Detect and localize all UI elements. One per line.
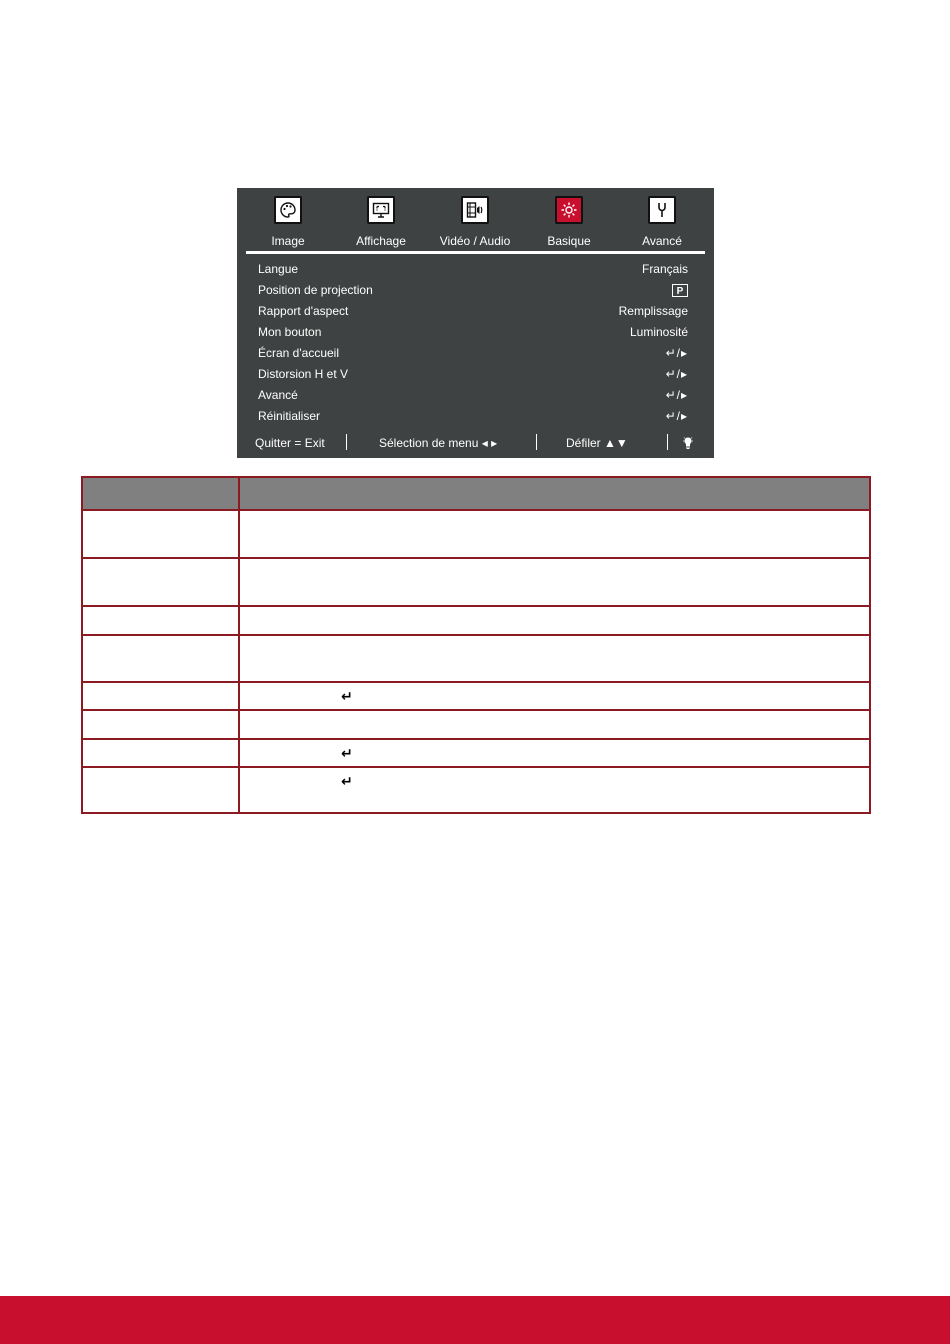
tab-divider — [246, 251, 705, 254]
enter-arrow-icon: ↵/▸ — [665, 346, 688, 360]
menu-row-ecran-accueil[interactable] — [237, 343, 714, 364]
menu-row-reinitialiser[interactable] — [237, 406, 714, 427]
menu-row-rapport-aspect[interactable] — [237, 301, 714, 322]
menu-row-label: Rapport d'aspect — [258, 304, 349, 318]
osd-help-bar — [237, 434, 714, 452]
table-cell — [239, 558, 870, 606]
table-cell — [239, 767, 870, 813]
table-cell — [239, 739, 870, 767]
film-speaker-icon — [461, 196, 489, 224]
table-row — [82, 682, 870, 710]
page-footer-bar — [0, 1296, 950, 1344]
menu-row-value: Remplissage — [618, 304, 688, 318]
display-screen-icon — [367, 196, 395, 224]
table-cell — [82, 682, 239, 710]
table-cell — [82, 767, 239, 813]
tab-video-audio-label: Vidéo / Audio — [439, 234, 511, 248]
table-cell — [82, 710, 239, 739]
tab-avance-label: Avancé — [642, 234, 682, 248]
menu-row-label: Position de projection — [258, 283, 373, 297]
menu-row-value: Français — [641, 262, 688, 276]
help-separator — [536, 434, 537, 450]
enter-arrow-icon: ↵/▸ — [665, 367, 688, 381]
table-header-row — [82, 477, 870, 510]
table-row — [82, 739, 870, 767]
table-cell — [239, 510, 870, 558]
tab-video-audio[interactable] — [427, 188, 523, 248]
menu-row-avance[interactable] — [237, 385, 714, 406]
enter-key-icon: ↵ — [341, 773, 353, 789]
menu-row-value: Luminosité — [629, 325, 688, 339]
menu-row-label: Réinitialiser — [258, 409, 321, 423]
menu-row-label: Distorsion H et V — [258, 367, 349, 381]
tab-affichage[interactable] — [333, 188, 429, 248]
osd-menu — [237, 188, 714, 458]
table-cell — [239, 635, 870, 682]
menu-row-label: Avancé — [258, 388, 298, 402]
table-cell — [239, 606, 870, 635]
menu-row-distorsion[interactable] — [237, 364, 714, 385]
table-row — [82, 606, 870, 635]
tab-basique[interactable] — [521, 188, 617, 248]
help-menu-select: Sélection de menu ◂ ▸ — [379, 436, 498, 450]
table-cell — [82, 558, 239, 606]
settings-description-table — [81, 476, 871, 814]
menu-row-langue[interactable] — [237, 259, 714, 280]
bulb-icon — [682, 436, 694, 453]
enter-key-icon: ↵ — [341, 745, 353, 761]
gear-icon — [555, 196, 583, 224]
table-row — [82, 510, 870, 558]
wrench-icon — [648, 196, 676, 224]
table-row — [82, 558, 870, 606]
help-scroll: Défiler ▲▼ — [566, 436, 628, 450]
menu-row-label: Langue — [258, 262, 299, 276]
tab-image-label: Image — [271, 234, 305, 248]
menu-row-label: Mon bouton — [258, 325, 322, 339]
table-row — [82, 635, 870, 682]
table-header-cell — [82, 477, 239, 510]
table-cell — [82, 635, 239, 682]
enter-key-icon: ↵ — [341, 688, 353, 704]
enter-arrow-icon: ↵/▸ — [665, 409, 688, 423]
enter-arrow-icon: ↵/▸ — [665, 388, 688, 402]
tab-avance[interactable] — [614, 188, 710, 248]
menu-row-mon-bouton[interactable] — [237, 322, 714, 343]
table-cell — [82, 606, 239, 635]
table-cell — [82, 510, 239, 558]
tab-image[interactable] — [240, 188, 336, 248]
table-row — [82, 710, 870, 739]
menu-row-value — [672, 283, 688, 297]
table-row — [82, 767, 870, 813]
table-cell — [239, 710, 870, 739]
help-quit: Quitter = Exit — [255, 436, 325, 450]
tab-affichage-label: Affichage — [356, 234, 406, 248]
table-cell — [239, 682, 870, 710]
menu-row-position-projection[interactable] — [237, 280, 714, 301]
table-cell — [82, 739, 239, 767]
tab-basique-label: Basique — [547, 234, 591, 248]
osd-tab-bar — [237, 188, 714, 250]
projection-position-icon: P — [672, 284, 688, 297]
menu-row-label: Écran d'accueil — [258, 346, 339, 360]
palette-icon — [274, 196, 302, 224]
table-header-cell — [239, 477, 870, 510]
help-separator — [346, 434, 347, 450]
help-separator — [667, 434, 668, 450]
